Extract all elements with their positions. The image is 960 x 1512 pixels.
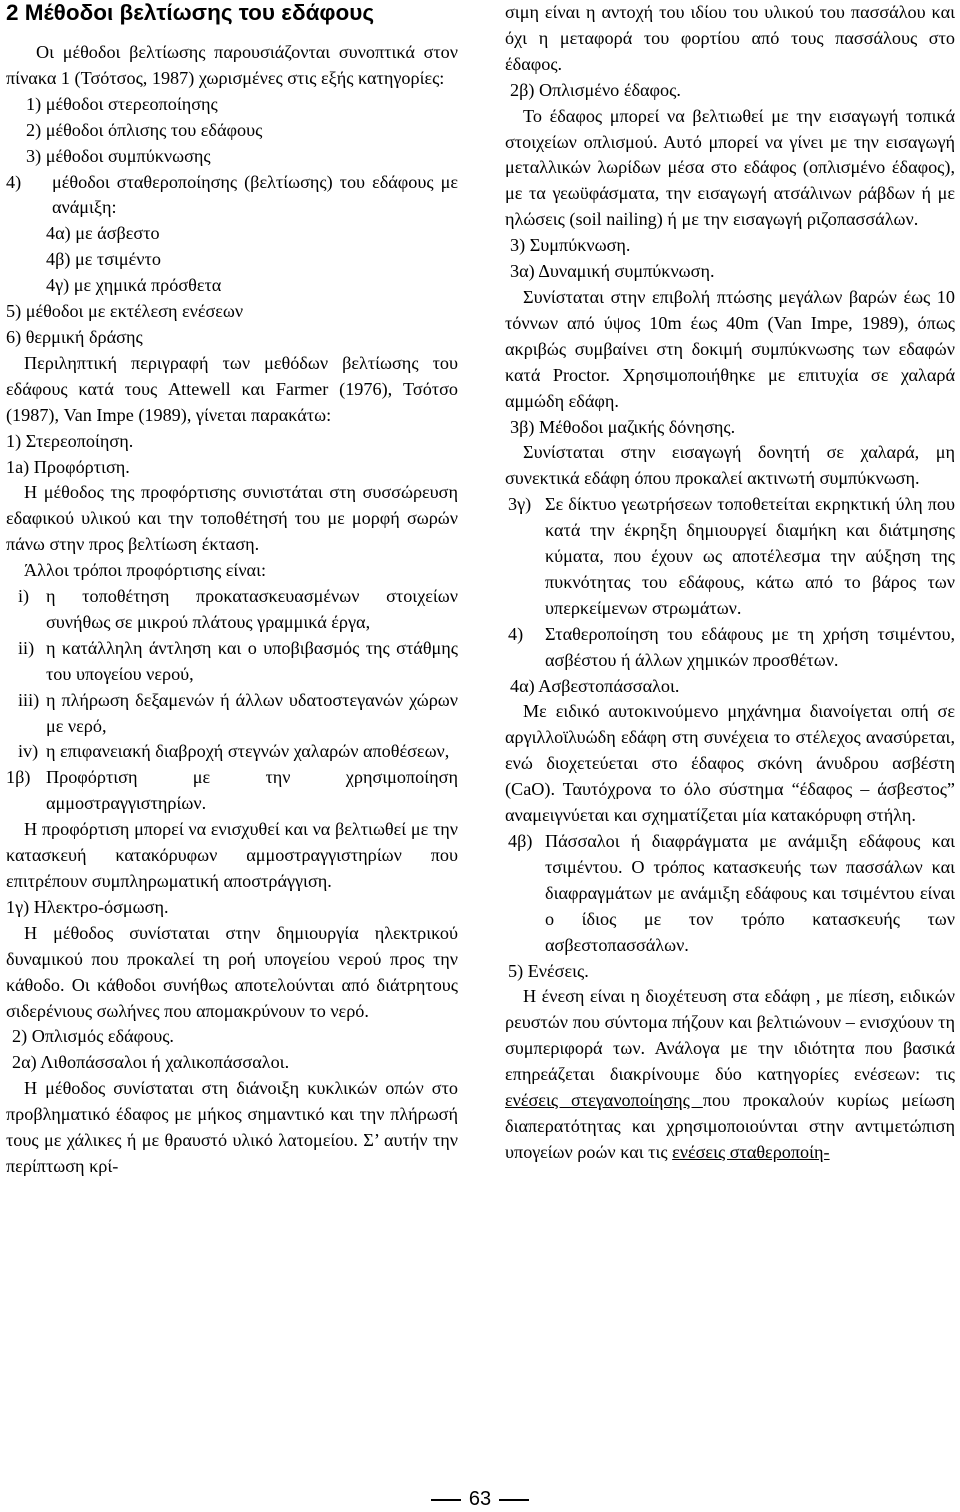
subheading-2: 2) Οπλισμός εδάφους. (12, 1026, 174, 1047)
paragraph-4a: Με ειδικό αυτοκινούμενο μηχάνημα διανοίγεται οπή σε αργιλλοϊλυώδη εδάφη στη συνέχεια το στέλεχος ανασύρεται, ενώ διοχετεύεται στο έδαφος σκόνη άνυδρου ασβέστη (CaO). Ταυτόχρονα το όλο σύστημα “έδαφος – άσβεστος” αναμειγνύεται και σχηματίζεται μία κατακόρυφη στήλη. (505, 701, 955, 826)
roman-item: ii) η κατάλληλη άντληση και ο υποβιβασμός της στάθμης του υπογείου νερού, (18, 637, 458, 684)
left-column (6, 0, 458, 1180)
paragraph-2b: Το έδαφος μπορεί να βελτιωθεί με την εισαγωγή τοπικά στοιχείων οπλισμού. Αυτό μπορεί να γίνει με την εισαγωγή μεταλλικών λωρίδων μέσα στο εδάφος (οπλισμένο έδαφος), με τα γεωϋφάσματα, την εισαγωγή ατσάλινων ράβδων ή με ηλώσεις (soil nailing) ή με την εισαγωγή ριζοπασσάλων. (505, 105, 955, 230)
sublist-item: 4α) με άσβεστο (46, 223, 160, 244)
list-item: 6) θερμική δράσης (6, 326, 143, 347)
right-column (505, 0, 955, 1166)
list-item: 5) μέθοδοι με εκτέλεση ενέσεων (6, 301, 244, 322)
subheading-5: 5) Ενέσεις. (508, 960, 589, 981)
page-number: 63 (468, 1488, 492, 1510)
roman-item: i) η τοποθέτηση προκατασκευασμένων στοιχείων συνήθως σε μικρού πλάτους γραμμικά έργα, (18, 586, 458, 632)
roman-item: iv) η επιφανειακή διαβροχή στεγνών χαλαρών αποθέσεων, (18, 741, 450, 762)
subheading-3a: 3α) Δυναμική συμπύκνωση. (510, 261, 715, 282)
footer-dash-left (431, 1499, 461, 1501)
paragraph-1a: Η μέθοδος της προφόρτισης συνιστάται στη συσσώρευση εδαφικού υλικού και την τοποθέτησή του με μορφή σωρών πάνω στην προς βελτίωση έκταση. (6, 482, 458, 555)
section-heading: 2 Μέθοδοι βελτίωσης του εδάφους (6, 0, 375, 25)
list-item: 2) μέθοδοι όπλισης του εδάφους (26, 119, 263, 140)
underlined-term: ενέσεις στεγανοποίησης (505, 1090, 703, 1111)
subheading-1a: 1a) Προφόρτιση. (6, 456, 130, 477)
subheading-4a: 4α) Ασβεστοπάσσαλοι. (510, 675, 680, 696)
paragraph-5: Η ένεση είναι η διοχέτευση στα εδάφη , με πίεση, ειδικών ρευστών που σύντομα πήζουν και βελτιώνουν – ενισχύουν τη συμπεριφορά των. Ανάλογα με την ιδιότητα που βασικά επηρεάζεται διακρίνουμε δύο κατηγορίες ενέσεων: τις ενέσεις στεγανοποίησης που προκαλούν κυρίως μείωση διαπερατότητας και χρησιμοποιούνται στην αντιμετώπιση υπογείων ροών και τις ενέσεις σταθεροποίη- (505, 986, 955, 1162)
list-item-4b: 4β) Πάσσαλοι ή διαφράγματα με ανάμιξη εδάφους και τσιμέντου. Ο τρόπος κατασκευής των πασσάλων και διαφραγμάτων με ανάμιξη εδάφους και τσιμέντου είναι ο ίδιος με τον τρόπο κατασκευής των ασβεστοπασσάλων. (508, 831, 955, 955)
list-item-3c: 3γ) Σε δίκτυο γεωτρήσεων τοποθετείται εκρηκτική ύλη που κατά την έκρηξη δημιουργεί διαμήκη και διάτμησης κύματα, που έχουν ως αποτέλεσμα την αύξηση της πυκνότητας του εδάφους, κάτω από το βάρος των υπερκείμενων στρωμάτων. (508, 494, 955, 618)
paragraph-1c: Η μέθοδος συνίσταται στην δημιουργία ηλεκτρικού δυναμικού που προκαλεί τη ροή υπογείου νερού προς την κάθοδο. Οι κάθοδοι συνήθως αποτελούνται από διάτρητους σιδερένιους σωλήνες που απομακρύνουν το νερό. (6, 922, 458, 1021)
subheading-2a: 2α) Λιθοπάσσαλοι ή χαλικοπάσσαλοι. (12, 1052, 290, 1073)
subheading-1c: 1γ) Ηλεκτρο-όσμωση. (6, 896, 169, 917)
subheading-1: 1) Στερεοποίηση. (6, 430, 134, 451)
list-item-1b: 1β) Προφόρτιση με την χρησιμοποίηση αμμοστραγγιστηρίων. (6, 767, 458, 814)
paragraph-3b: Συνίσταται στην εισαγωγή δονητή σε χαλαρά, μη συνεκτικά εδάφη όπου προκαλεί ακτινωτή συμπύκνωση. (505, 442, 955, 489)
roman-item: iii) η πλήρωση δεξαμενών ή άλλων υδατοστεγανών χώρων με νερό, (18, 689, 458, 736)
subheading-2b: 2β) Οπλισμένο έδαφος. (510, 79, 681, 100)
underlined-term: ενέσεις σταθεροποίη- (672, 1141, 830, 1162)
paragraph-continued: σιμη είναι η αντοχή του ιδίου του υλικού του πασσάλου και όχι η μεταφορά του φορτίου από τους πασσάλους στο έδαφος. (505, 2, 955, 74)
paragraph-3a: Συνίσταται στην επιβολή πτώσης μεγάλων βαρών έως 10 τόννων από ύψος 10m έως 40m (Van Impe, 1989), όπως ακριβώς συμβαίνει στη δοκιμή συμπύκνωσης των εδαφών κατά Proctor. Χρησιμοποιήθηκε με επιτυχία σε χαλαρά αμμώδη εδάφη. (505, 286, 955, 411)
page-footer (0, 1486, 960, 1512)
sublist-item: 4β) με τσιμέντο (46, 249, 161, 270)
paragraph-2a: Η μέθοδος συνίσταται στη διάνοιξη κυκλικών οπών στο προβληματικό έδαφος με μήκος σημαντικό και την πλήρωσή τους με χάλικες ή με θραυστό υλικό λατομείου. Σ’ αυτήν την περίπτωση κρί- (6, 1078, 458, 1176)
subheading-3b: 3β) Μέθοδοι μαζικής δόνησης. (510, 416, 736, 437)
list-item-4: 4) μέθοδοι σταθεροποίησης (βελτίωσης) του εδάφους με ανάμιξη: (6, 171, 458, 218)
sublist-item: 4γ) με χημικά πρόσθετα (46, 275, 222, 296)
summary-paragraph: Περιληπτική περιγραφή των μεθόδων βελτίωσης του εδάφους κατά τους Attewell και Farmer (1976), Τσότσο (1987), Van Impe (1989), γίνεται παρακάτω: (6, 352, 458, 425)
footer-dash-right (499, 1499, 529, 1501)
other-ways-label: Άλλοι τρόποι προφόρτισης είναι: (24, 560, 267, 581)
intro-paragraph: Οι μέθοδοι βελτίωσης παρουσιάζονται συνοπτικά στον πίνακα 1 (Τσότσος, 1987) χωρισμένες στις εξής κατηγορίες: (6, 42, 458, 88)
subheading-3: 3) Συμπύκνωση. (510, 235, 631, 256)
list-item-4: 4) Σταθεροποίηση του εδάφους με τη χρήση τσιμέντου, ασβέστου ή άλλων χημικών προσθέτων. (508, 623, 955, 670)
list-item: 1) μέθοδοι στερεοποίησης (26, 93, 218, 114)
paragraph-1b: Η προφόρτιση μπορεί να ενισχυθεί και να βελτιωθεί με την κατασκευή κατακόρυφων αμμοστραγγιστηρίων που επιτρέπουν συμπληρωματική αποστράγγιση. (6, 819, 458, 891)
list-item: 3) μέθοδοι συμπύκνωσης (26, 145, 211, 166)
